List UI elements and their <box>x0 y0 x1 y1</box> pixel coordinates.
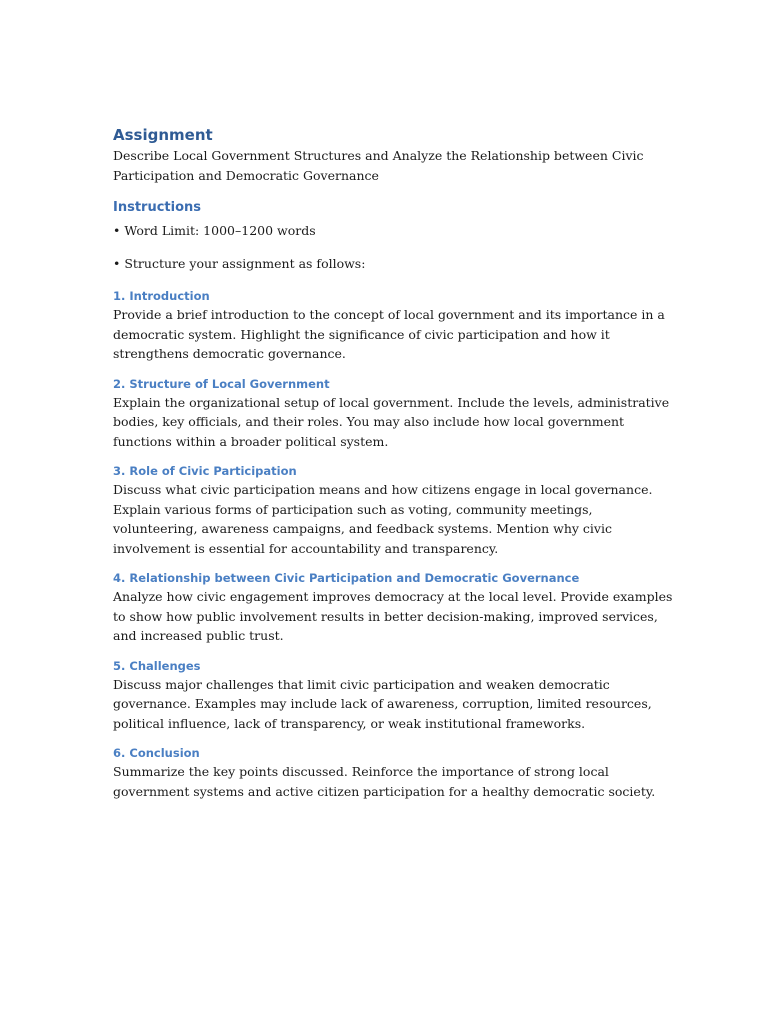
section-structure <box>113 376 673 452</box>
section-text: Provide a brief introduction to the concept of local government and its importance in a democratic system. Highlight the significance of civic participation and how it strengthens democratic governance. <box>113 307 665 361</box>
bullet-structure: • Structure your assignment as follows: <box>113 256 366 271</box>
section-text: Summarize the key points discussed. Reinforce the importance of strong local government systems and active citizen participation for a healthy democratic society. <box>113 764 656 799</box>
section-heading: 5. Challenges <box>113 658 201 673</box>
instructions-heading: Instructions <box>113 200 202 215</box>
section-text: Analyze how civic engagement improves democracy at the local level. Provide examples to show how public involvement results in better decision-making, improved services, and increased public trust. <box>113 589 673 643</box>
section-introduction <box>113 288 673 364</box>
section-heading: 3. Role of Civic Participation <box>113 464 297 478</box>
section-conclusion <box>113 745 673 801</box>
section-heading: 4. Relationship between Civic Participation and Democratic Governance <box>113 571 580 585</box>
document-title: Assignment <box>113 126 213 144</box>
section-heading: 2. Structure of Local Government <box>113 376 330 391</box>
section-heading: 6. Conclusion <box>113 746 200 760</box>
document-subtitle: Describe Local Government Structures and Analyze the Relationship between Civic Participation and Democratic Governance <box>113 148 644 183</box>
section-relationship <box>113 570 673 646</box>
section-text: Discuss what civic participation means and how citizens engage in local governance. Explain various forms of participation such as voting, community meetings, volunteering, awareness campaigns, and feedback systems. Mention why civic involvement is essential for accountability and transparency. <box>113 482 653 556</box>
section-civic-participation <box>113 463 673 558</box>
section-text: Discuss major challenges that limit civic participation and weaken democratic governance. Examples may include lack of awareness, corruption, limited resources, political influence, lack of transparency, or weak institutional frameworks. <box>113 676 652 731</box>
section-challenges <box>113 658 673 734</box>
document-page <box>113 125 673 801</box>
bullet-word-limit: • Word Limit: 1000–1200 words <box>113 223 316 238</box>
section-text: Explain the organizational setup of local government. Include the levels, administrative bodies, key officials, and their roles. You may also include how local government functions within a broader political system. <box>113 394 670 449</box>
section-heading: 1. Introduction <box>113 289 210 303</box>
